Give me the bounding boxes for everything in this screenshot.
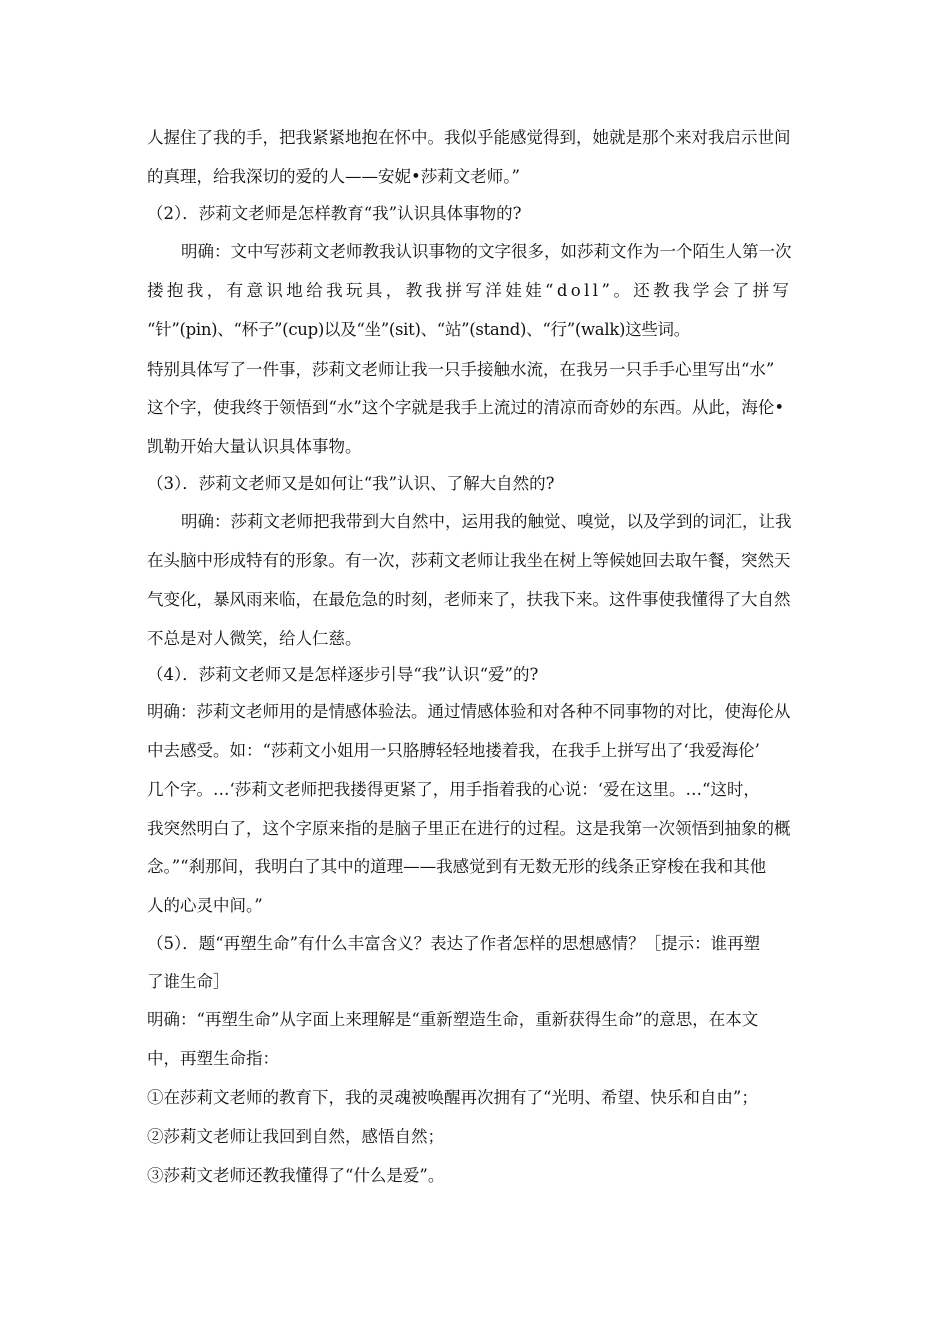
question-heading: （5）．题“再塑生命”有什么丰富含义？表达了作者怎样的思想感情？［提示：谁再塑 — [147, 934, 761, 953]
answer-line: 人的心灵中间。” — [147, 896, 263, 915]
paragraph-line: 的真理，给我深切的爱的人——安妮•莎莉文老师。” — [147, 167, 520, 186]
answer-line: “针”(pin)、“杯子”(cup)以及“坐”(sit)、“站”(stand)、“行”(walk)这些词。 — [147, 320, 690, 339]
question-heading: （4）．莎莉文老师又是怎样逐步引导“我”认识“爱”的? — [147, 665, 539, 684]
question-heading: （3）．莎莉文老师又是如何让“我”认识、了解大自然的? — [147, 474, 555, 493]
answer-line: 在头脑中形成特有的形象。有一次，莎莉文老师让我坐在树上等候她回去取午餐，突然天 — [147, 551, 791, 570]
question-heading: （2）．莎莉文老师是怎样教育“我”认识具体事物的? — [147, 204, 522, 223]
answer-line: 中去感受。如：“莎莉文小姐用一只胳膊轻轻地搂着我，在我手上拼写出了‘我爱海伦’ — [147, 741, 760, 760]
answer-line: 这个字，使我终于领悟到“水”这个字就是我手上流过的清凉而奇妙的东西。从此，海伦• — [147, 398, 785, 417]
answer-line: 不总是对人微笑，给人仁慈。 — [147, 629, 362, 648]
answer-line: 明确：文中写莎莉文老师教我认识事物的文字很多，如莎莉文作为一个陌生人第一次 — [181, 242, 792, 261]
answer-line: 搂抱我，有意识地给我玩具，教我拼写洋娃娃“doll”。还教我学会了拼写 — [147, 281, 793, 300]
answer-line: 我突然明白了，这个字原来指的是脑子里正在进行的过程。这是我第一次领悟到抽象的概 — [147, 819, 791, 838]
answer-line: 明确：莎莉文老师把我带到大自然中，运用我的触觉、嗅觉，以及学到的词汇，让我 — [181, 512, 792, 531]
list-item: ③莎莉文老师还教我懂得了“什么是爱”。 — [147, 1166, 445, 1185]
list-item: ①在莎莉文老师的教育下，我的灵魂被唤醒再次拥有了“光明、希望、快乐和自由”； — [147, 1088, 758, 1107]
answer-line: 明确：莎莉文老师用的是情感体验法。通过情感体验和对各种不同事物的对比，使海伦从 — [147, 702, 791, 721]
answer-line: 气变化，暴风雨来临，在最危急的时刻，老师来了，扶我下来。这件事使我懂得了大自然 — [147, 590, 791, 609]
answer-line: 特别具体写了一件事，莎莉文老师让我一只手接触水流，在我另一只手手心里写出“水” — [147, 360, 775, 379]
paragraph-line: 人握住了我的手，把我紧紧地抱在怀中。我似乎能感觉得到，她就是那个来对我启示世间 — [147, 128, 791, 147]
answer-line: 明确：“再塑生命”从字面上来理解是“重新塑造生命，重新获得生命”的意思，在本文 — [147, 1010, 759, 1029]
answer-line: 凯勒开始大量认识具体事物。 — [147, 437, 362, 456]
answer-line: 中，再塑生命指： — [147, 1049, 279, 1068]
list-item: ②莎莉文老师让我回到自然，感悟自然； — [147, 1127, 444, 1146]
answer-line: 念。”“刹那间，我明白了其中的道理——我感觉到有无数无形的线条正穿梭在我和其他 — [147, 857, 767, 876]
answer-line: 几个字。…‘莎莉文老师把我搂得更紧了，用手指着我的心说：‘爱在这里。…“这时， — [147, 780, 760, 799]
question-heading: 了谁生命］ — [147, 972, 230, 991]
